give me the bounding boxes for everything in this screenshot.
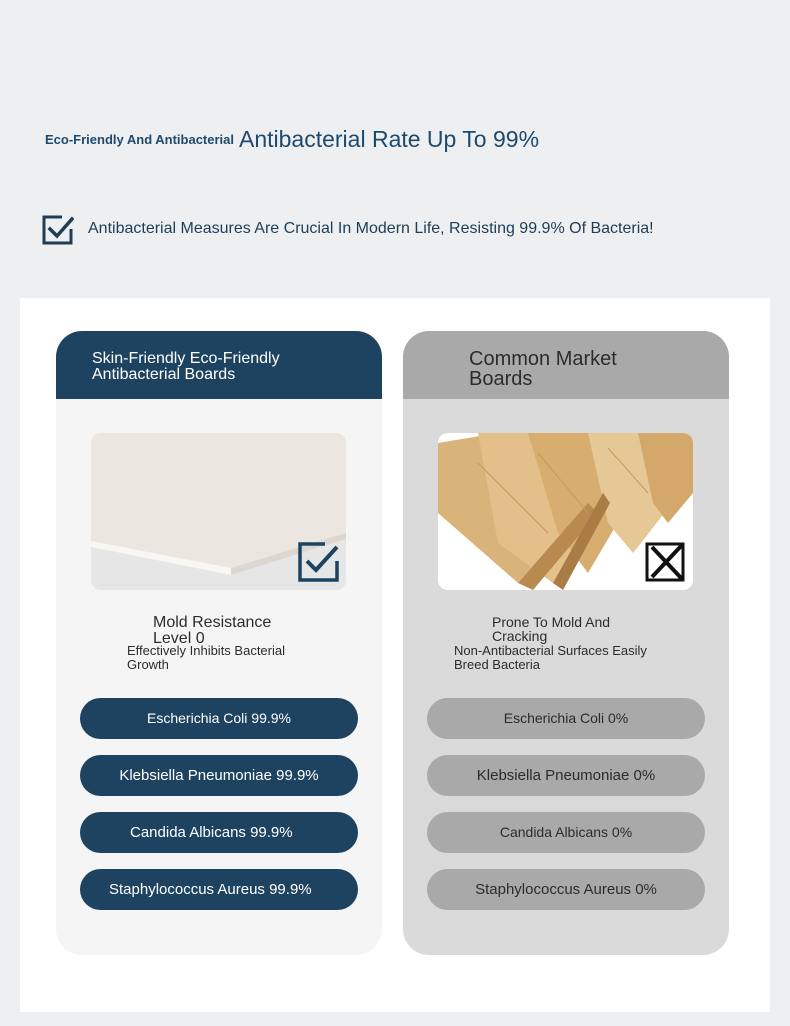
feature-description: Non-Antibacterial Surfaces Easily Breed Bacteria	[454, 643, 647, 673]
feature-description: Effectively Inhibits Bacterial Growth	[127, 643, 285, 673]
result-pill-klebsiella: Klebsiella Pneumoniae 99.9%	[80, 755, 358, 796]
card-header	[56, 331, 382, 399]
card-header	[403, 331, 729, 399]
feature-title: Mold Resistance Level 0	[153, 614, 272, 647]
result-pill-escherichia: Escherichia Coli 0%	[427, 698, 705, 739]
eco-board-card	[56, 331, 382, 955]
feature-title: Prone To Mold And Cracking	[492, 614, 611, 644]
checkbox-checked-icon	[297, 541, 341, 583]
result-pill-staphylococcus: Staphylococcus Aureus 0%	[427, 869, 705, 910]
card-title: Common Market Boards	[469, 348, 617, 390]
common-board-image	[438, 433, 693, 590]
page-title: Antibacterial Rate Up To 99%	[239, 126, 540, 152]
subtitle: Antibacterial Measures Are Crucial In Modern Life, Resisting 99.9% Of Bacteria!	[88, 220, 654, 237]
eco-board-image	[91, 433, 346, 590]
result-pill-staphylococcus: Staphylococcus Aureus 99.9%	[80, 869, 358, 910]
card-title: Skin-Friendly Eco-Friendly Antibacterial Boards	[92, 350, 280, 383]
result-pill-klebsiella: Klebsiella Pneumoniae 0%	[427, 755, 705, 796]
result-pill-escherichia: Escherichia Coli 99.9%	[80, 698, 358, 739]
checkbox-checked-icon	[42, 214, 74, 246]
checkbox-crossed-icon	[644, 541, 688, 583]
header-tag: Eco-Friendly And Antibacterial	[45, 132, 235, 147]
common-board-card	[403, 331, 729, 955]
result-pill-candida: Candida Albicans 99.9%	[80, 812, 358, 853]
result-pill-candida: Candida Albicans 0%	[427, 812, 705, 853]
